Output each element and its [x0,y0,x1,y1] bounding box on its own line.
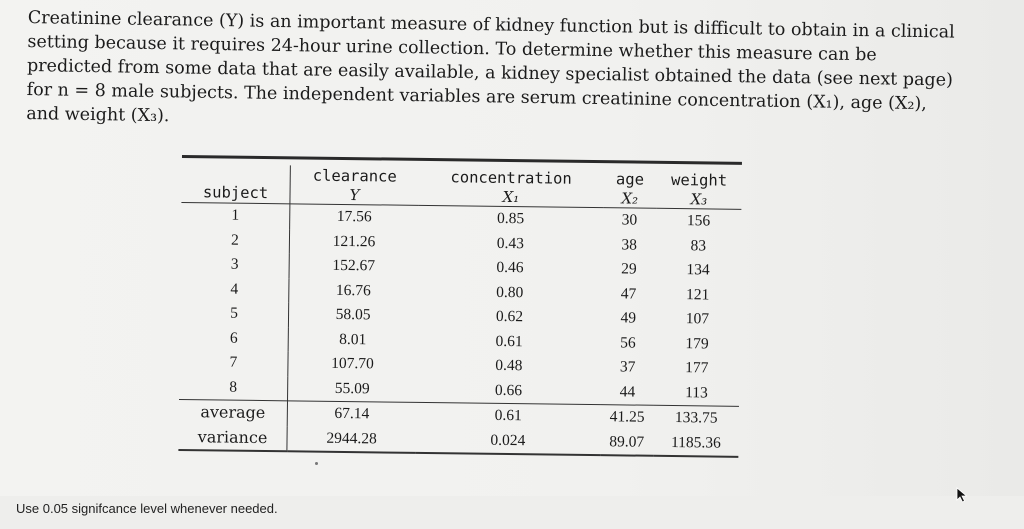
age-cell: 89.07 [600,430,653,456]
col-header-concentration: concentration X₁ [418,167,603,208]
summary-label: variance [178,424,287,451]
age-cell: 30 [621,211,638,229]
weight-cell: 134 [686,261,710,279]
summary-label: average [179,399,288,425]
col-header-subject: subject [181,164,290,204]
concentration-cell: 0.80 [496,283,524,301]
weight-cell: 121 [685,285,710,303]
data-table-container [178,155,742,458]
concentration-cell: 0.43 [496,234,525,252]
clearance-cell: 152.67 [332,256,376,275]
subject-cell: 3 [181,252,290,278]
clearance-cell: 67.14 [334,404,370,423]
weight-cell: 107 [685,310,710,328]
age-cell: 38 [621,235,638,254]
subject-cell: 4 [180,276,289,302]
concentration-cell: 0.48 [495,356,523,375]
concentration-cell: 0.61 [495,332,523,350]
problem-statement [26,6,958,141]
subject-cell: 7 [179,350,288,376]
age-cell: 47 [620,284,637,303]
concentration-cell: 0.85 [496,209,525,228]
weight-cell: 1185.36 [653,430,739,457]
concentration-cell: 0.024 [415,427,600,455]
col-header-age: age X₂ [603,169,657,208]
weight-cell: 83 [690,236,707,254]
age-cell: 56 [620,333,636,352]
weight-cell: 156 [686,212,711,230]
footnote: Use 0.05 signifcance level whenever needed. [16,501,278,516]
subject-cell: 8 [179,374,288,400]
weight-cell: 179 [685,334,709,352]
concentration-cell: 0.61 [494,406,522,425]
clearance-cell: 58.05 [335,305,371,324]
col-header-clearance: clearance Y [290,165,419,205]
mouse-pointer-icon [956,487,968,503]
weight-cell: 177 [685,359,709,377]
concentration-cell: 0.66 [416,377,601,404]
summary-row-variance [178,424,738,456]
intro-paragraph: Creatinine clearance (Y) is an important measure of kidney function but is difficult to obtain in a clinical setting because it requires 24-hour urine collection. To determine whether this measure can be predicted from some data that are easily available, a kidney specialist obtained the data (see next page) for n = 8 male subjects. The independent variables are serum creatinine concentration (X₁), age (X₂), and weight (X₃). [26,7,955,127]
table-top-rule [182,155,742,165]
weight-cell: 133.75 [674,409,718,427]
subject-cell: 1 [181,202,290,228]
clearance-cell: 2944.28 [287,426,416,453]
weight-cell: 113 [654,380,740,406]
age-cell: 44 [601,380,654,406]
clearance-cell: 121.26 [332,232,376,250]
subject-cell: 5 [180,301,289,327]
age-cell: 49 [620,309,637,327]
age-cell: 37 [619,358,636,376]
stray-mark [315,462,318,465]
data-table [178,164,741,458]
clearance-cell: 107.70 [331,354,374,373]
age-cell: 41.25 [609,408,645,426]
clearance-cell: 16.76 [335,281,371,299]
col-header-weight: weight X₃ [656,170,742,210]
age-cell: 29 [621,260,637,278]
clearance-cell: 17.56 [336,207,372,226]
clearance-cell: 55.09 [288,376,417,403]
subject-cell: 2 [181,227,290,253]
concentration-cell: 0.46 [496,258,524,277]
concentration-cell: 0.62 [495,307,524,326]
subject-cell: 6 [180,325,289,351]
clearance-cell: 8.01 [339,330,367,348]
